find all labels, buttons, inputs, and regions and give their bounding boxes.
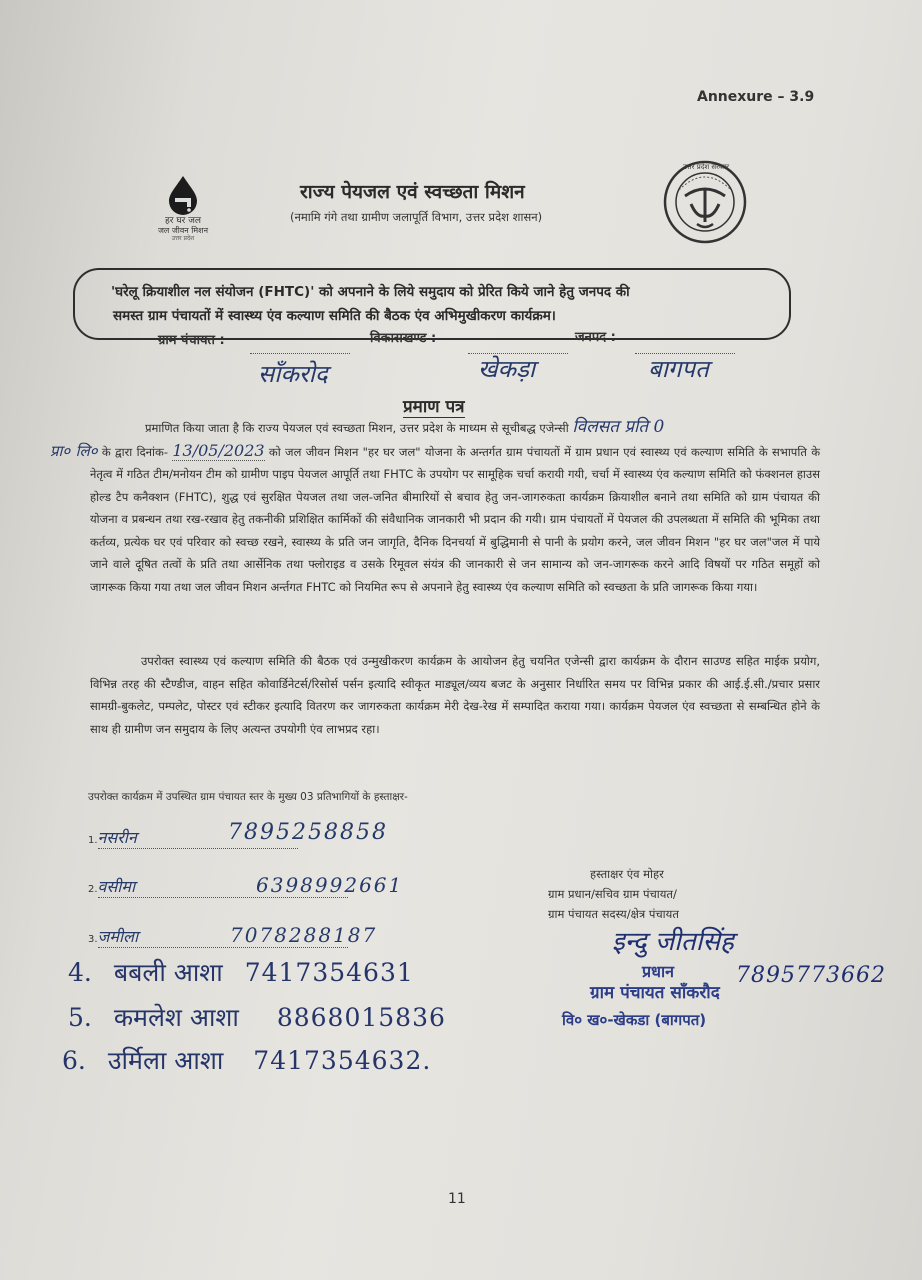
vikaskhand-label: विकासखण्ड : — [370, 331, 437, 346]
participant-row-5 — [68, 1000, 446, 1034]
participant-row-4 — [68, 955, 414, 989]
janpad-label: जनपद : — [575, 330, 616, 345]
participant-name: वसीमा — [97, 877, 136, 896]
participant-phone: 7895258858 — [228, 820, 388, 845]
vikaskhand-value: खेकड़ा — [478, 355, 536, 383]
participant-row-2 — [88, 873, 404, 898]
up-government-seal-icon — [663, 160, 747, 244]
participant-phone: 7417354632. — [253, 1046, 432, 1075]
har-ghar-jal-logo — [138, 174, 228, 246]
logo-line3: उत्तर प्रदेश — [171, 235, 195, 242]
para2-text: उपरोक्त स्वास्थ्य एवं कल्याण समिति की बैठक एवं उन्मुखीकरण कार्यक्रम के आयोजन हेतु चयनित एजेन्सी द्वारा कार्यक्रम के दौरान साउण्ड सहित माईक प्रयोग, विभिन्न तरह की स्टैण्डीज, वाहन सहित कोवार्डिनेटर्स/रिसोर्स पर्सन इत्यादि स्वीकृत माड्यूल/व्यय बजट के अनुसार निर्धारित समय पर विभिन्न प्रकार की आई.ई.सी./प्रचार प्रसार सामग्री-बुकलेट, पम्पलेट, पोस्टर एवं स्टीकर इत्यादि वितरण कर जागरुकता कार्यक्रम मेरी देख-रेख में सम्पादित कराया गया। कार्यक्रम पेयजल एंव स्वच्छता से सम्बन्धित होने के साथ ही ग्रामीण जन समुदाय के लिए अत्यन्त उपयोगी एंव लाभप्रद रहा। — [90, 654, 820, 736]
stamp-role-line1: ग्राम प्रधान/सचिव ग्राम पंचायत/ — [548, 887, 677, 901]
seal-text: उत्तर प्रदेश सरकार — [682, 163, 730, 171]
participant-name: कमलेश आशा — [113, 1003, 239, 1032]
gram-panchayat-dots — [250, 352, 350, 354]
gram-panchayat-stamp: ग्राम पंचायत सॉंकरौद — [590, 983, 720, 1003]
pradhan-signature: इन्दु जीतसिंह — [612, 927, 734, 957]
participant-num: 4. — [68, 958, 92, 987]
certificate-paragraph-1 — [50, 416, 821, 598]
participant-phone: 7417354631 — [244, 958, 414, 987]
stamp-heading: हस्ताक्षर एंव मोहर — [590, 867, 664, 881]
participant-row-6 — [62, 1043, 431, 1077]
water-drop-tap-icon — [163, 174, 203, 216]
block-stamp: वि० ख०-खेकडा (बागपत) — [562, 1011, 707, 1029]
annexure-label: Annexure – 3.9 — [697, 89, 815, 105]
signatures-intro: उपरोक्त कार्यक्रम में उपस्थित ग्राम पंचायत स्तर के मुख्य 03 प्रतिभागियों के हस्ताक्षर- — [88, 791, 408, 803]
agency-name-handwritten: विलसत प्रति 0 — [572, 417, 665, 437]
participant-phone: 8868015836 — [276, 1003, 446, 1032]
participant-num: 3. — [88, 934, 98, 945]
participant-name: नसरीन — [97, 828, 137, 847]
participant-name: बबली आशा — [113, 958, 223, 987]
participant-phone: 6398992661 — [256, 873, 404, 897]
stamp-role-line2: ग्राम पंचायत सदस्य/क्षेत्र पंचायत — [548, 907, 679, 921]
para1-text-a: प्रमाणित किया जाता है कि राज्य पेयजल एवं स्वच्छता मिशन, उत्तर प्रदेश के माध्यम से सूचीबद्ध एजेन्सी — [145, 421, 569, 435]
participant-num: 5. — [68, 1003, 92, 1032]
gram-panchayat-label: ग्राम पंचायत : — [158, 333, 225, 348]
participant-name: उर्मिला आशा — [107, 1046, 224, 1075]
org-title: राज्य पेयजल एवं स्वच्छता मिशन — [300, 181, 525, 203]
participant-phone: 7078288187 — [230, 923, 378, 947]
participant-num: 2. — [88, 884, 98, 895]
gram-panchayat-value: सॉंकरोद — [258, 360, 328, 388]
janpad-value: बागपत — [648, 355, 709, 383]
certificate-paragraph-2 — [90, 650, 820, 740]
page-number: 11 — [448, 1191, 466, 1207]
logo-line1: हर घर जल — [165, 216, 201, 226]
pradhan-label: प्रधान — [642, 962, 674, 981]
participant-row-3 — [88, 923, 378, 948]
pradhan-phone: 7895773662 — [736, 963, 886, 988]
certificate-title: प्रमाण पत्र — [403, 394, 465, 418]
para1-text-c: को जल जीवन मिशन "हर घर जल" योजना के अन्तर्गत ग्राम पंचायतों में ग्राम प्रधान एवं स्वास्थ्य एवं कल्याण समिति के सभापति के नेतृत्व में गठित टीम/मनोयन टीम को ग्रामीण पाइप पेयजल आपूर्ति तथा FHTC के उपयोग पर सामूहिक चर्चा करायी गयी, चर्चा में स्वास्थ्य एंव कल्याण समिति को फंक्शनल हाउस होल्ड टैप कनैक्शन (FHTC), शुद्ध एवं सुरक्षित पेयजल तथा जल-जनित बीमारियों से बचाव हेतु जन-जागरुकता कार्यक्रम क्रियाशील बनाने तथा समिति को ग्राम पंचायत की योजना व प्रबन्धन तथा रख-रखाव हेतु तकनीकी प्रशिक्षित कार्मिकों की संवैधानिक जानकारी भी प्रदान की गयी। ग्राम पंचायतों में पेयजल की उपलब्धता में समिति की भूमिका तथा कर्तव्य, प्रत्येक घर एवं परिवार को स्वच्छ रखने, स्वास्थ्य के प्रति जन जागृति, दैनिक दिनचर्या में बुद्धिमानी से पानी के प्रयोग करने, जल जीवन मिशन "हर घर जल"जल में पाये जाने वाले दूषित तत्वों के प्रति तथा आर्सेनिक तथा फ्लोराइड व उसके रिमूवल संयंत्र की जानकारी से जन सामान्य को जन-जागरूक करने आदि विषयों पर गठित समूहों को जागरूक किया गया तथा जल जीवन मिशन अर्न्तगत FHTC को नियमित रूप से अपनाने हेतु स्वास्थ्य एंव कल्याण समिति को स्वच्छता के प्रति जागरूक किया गया। — [90, 444, 821, 594]
participant-num: 1. — [88, 835, 98, 846]
participant-name: जमीला — [97, 927, 139, 946]
logo-line2: जल जीवन मिशन — [157, 226, 209, 235]
participant-row-1 — [88, 820, 388, 849]
participant-num: 6. — [62, 1046, 86, 1075]
program-date-handwritten: 13/05/2023 — [172, 440, 265, 460]
banner-line1: 'घरेलू क्रियाशील नल संयोजन (FHTC)' को अपनाने के लिये समुदाय को प्रेरित किये जाने हेतु जनपद की — [111, 284, 630, 300]
org-subtitle: (नमामि गंगे तथा ग्रामीण जलापूर्ति विभाग, उत्तर प्रदेश शासन) — [290, 210, 543, 224]
para1-text-b: के द्वारा दिनांक- — [101, 444, 169, 459]
agency-suffix-handwritten: प्रा० लि० — [50, 441, 98, 460]
banner-line2: समस्त ग्राम पंचायतों में स्वास्थ्य एंव कल्याण समिति की बैठक एंव अभिमुखीकरण कार्यक्रम। — [113, 308, 556, 324]
